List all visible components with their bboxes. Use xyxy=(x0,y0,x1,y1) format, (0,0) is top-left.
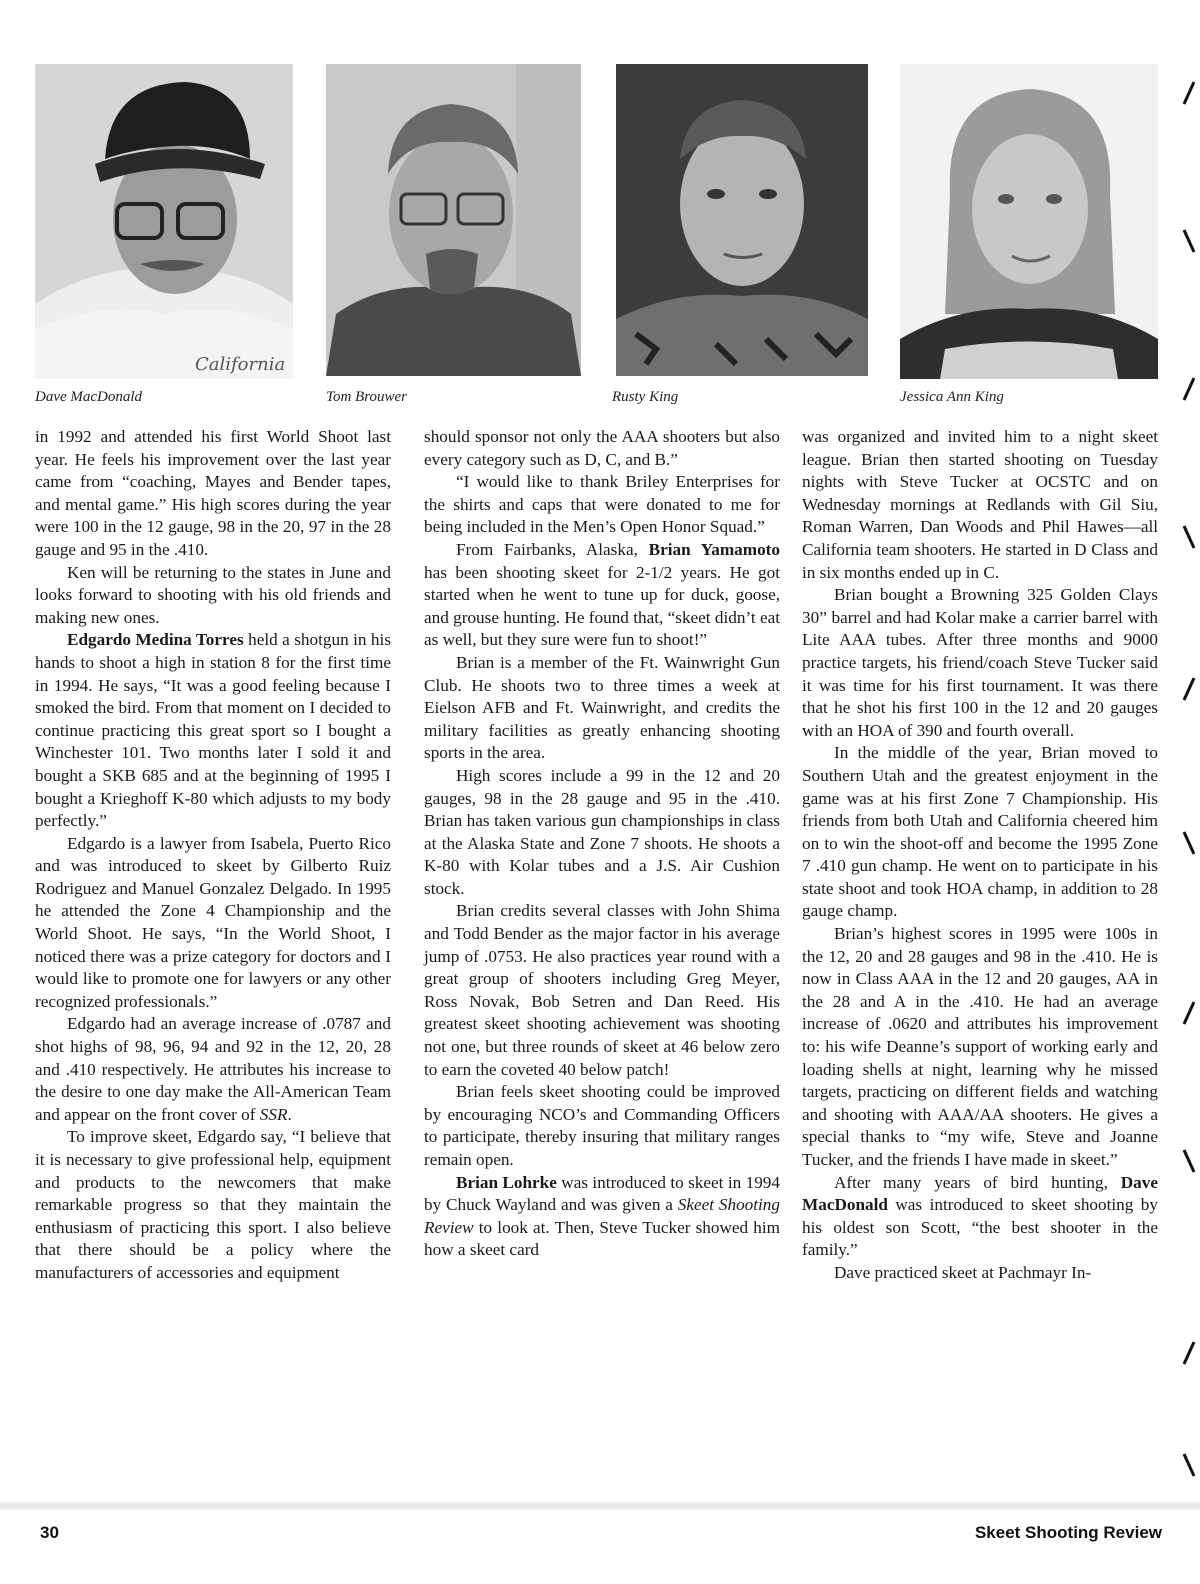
paragraph xyxy=(35,426,391,562)
photo-overlay-text: California xyxy=(195,354,286,375)
caption-jessica-ann-king: Jessica Ann King xyxy=(900,389,1004,405)
paragraph xyxy=(802,1172,1158,1262)
edge-mark xyxy=(1181,1000,1197,1026)
paragraph-text: In the middle of the year, Brian moved to Southern Utah and the greatest enjoyment in the game was at his first Zone 7 Championship. His friends from both Utah and California cheered him on to win the shoot-off and become the 1995 Zone 7 .410 gun champ. He went on to participate in his state shoot and took HOA champ, in addition to 28 gauge champ. xyxy=(802,743,1158,921)
paragraph-text: “I would like to thank Briley Enterprises for the shirts and caps that were donated to me for being included in the Men’s Open Honor Squad.” xyxy=(424,472,780,537)
paragraph-text: High scores include a 99 in the 12 and 20 gauges, 98 in the 28 gauge and 95 in the .410. Brian has taken various gun championships in class at the Alaska State and Zone 7 shoots. He shoots a K-80 with Kolar tubes and a J.S. Air Cushion stock. xyxy=(424,765,780,898)
paragraph xyxy=(802,584,1158,742)
paragraph-text: Brian credits several classes with John Shima and Todd Bender as the major factor in his average jump of .0753. He also practices year round with a great group of shooters including Greg Meyer, Ross Novak, Bob Setren and Dan Reed. His greatest skeet shooting achievement was shooting not one, but three rounds of skeet at 46 below zero to earn the coveted 40 below patch! xyxy=(424,901,780,1079)
edge-mark xyxy=(1181,524,1197,550)
paragraph-text: Dave practiced skeet at Pachmayr In- xyxy=(834,1262,1092,1282)
column-3 xyxy=(802,426,1158,1285)
paragraph xyxy=(424,765,780,901)
bold-name: Dave MacDonald xyxy=(802,1172,1158,1215)
paragraph xyxy=(35,629,391,832)
footer-rule xyxy=(0,1502,1200,1510)
paragraph-text: Brian bought a Browning 325 Golden Clays 30” barrel and had Kolar make a carrier barrel with Lite AAA tubes. After three months and 9000 practice targets, his friend/coach Steve Tucker said it was time for his first tournament. It was there that he shot his first 100 in the 12 and 20 gauges with an HOA of 390 and fourth overall. xyxy=(802,585,1158,740)
paragraph xyxy=(802,1262,1158,1285)
photo-tom-brouwer xyxy=(326,64,581,376)
edge-mark xyxy=(1181,1452,1197,1478)
edge-mark xyxy=(1181,228,1197,254)
paragraph xyxy=(802,426,1158,584)
edge-mark xyxy=(1181,830,1197,856)
paragraph xyxy=(802,923,1158,1172)
publication-title: Skeet Shooting Review xyxy=(974,1523,1162,1542)
paragraph-text: Brian is a member of the Ft. Wainwright Gun Club. He shoots two to three times a week at Eielson AFB and Ft. Wainwright, and credits the military facilities as greatly enhancing shooting sports in the area. xyxy=(424,652,780,763)
paragraph-text: should sponsor not only the AAA shooters but also every category such as D, C, and B.” xyxy=(424,427,780,469)
paragraph xyxy=(424,1081,780,1171)
column-1 xyxy=(35,426,391,1285)
paragraph xyxy=(424,900,780,1081)
paragraph-text: held a shotgun in his hands to shoot a high in station 8 for the first time in 1994. He says, “It was a good feeling because I smoked the bird. From that moment on I decided to continue practicing this great sport so I bought a Winchester 101. Two months later I sold it and bought a SKB 685 and at the beginning of 1995 I bought a Krieghoff K-80 which adjusts to my body perfectly.” xyxy=(35,630,391,831)
paragraph-text: to look at. Then, Steve Tucker showed him how a skeet card xyxy=(424,1217,780,1260)
edge-mark xyxy=(1181,1148,1197,1174)
paragraph-text: Edgardo is a lawyer from Isabela, Puerto Rico and was introduced to skeet by Gilberto Ruiz Rodriguez and Manuel Gonzalez Delgado. In 1995 he attended the Zone 4 Championship and the World Shoot. He says, “In the World Shoot, I noticed there was a prize category for doctors and I would like to promote one for lawyers or any other recognized professionals.” xyxy=(35,833,391,1011)
edge-mark xyxy=(1181,676,1197,702)
paragraph xyxy=(35,833,391,1014)
column-2 xyxy=(424,426,780,1262)
paragraph xyxy=(424,539,780,652)
edge-mark xyxy=(1181,1340,1197,1366)
paragraph-text: was introduced to skeet in 1994 by Chuck Wayland and was given a xyxy=(424,1172,780,1215)
paragraph-text: was organized and invited him to a night skeet league. Brian then started shooting on Tuesday nights with Steve Tucker at OCSTC and on Wednesday mornings at Redlands with Gil Siu, Roman Warren, Dan Woods and Phil Hawes—all California team shooters. He started in D Class and in six months ended up in C. xyxy=(802,427,1158,582)
bold-name: Brian Lohrke xyxy=(456,1172,557,1192)
paragraph-text: in 1992 and attended his first World Shoot last year. He feels his improvement over the last year came from “coaching, Mayes and Bender tapes, and mental game.” His high scores during the year were 100 in the 12 gauge, 98 in the 20, 97 in the 28 gauge and 95 in the .410. xyxy=(35,427,391,559)
page-number: 30 xyxy=(40,1523,59,1542)
paragraph-text: To improve skeet, Edgardo say, “I believe that it is necessary to give professional help, equipment and products to the newcomers that make remarkable progress so that they maintain the enthusiasm of practicing this sport. I also believe that there should be a policy where the manufacturers of accessories and equipment xyxy=(35,1127,391,1282)
italic-title: Skeet Shooting Review xyxy=(424,1195,780,1237)
paragraph xyxy=(424,471,780,539)
italic-title: SSR xyxy=(259,1104,288,1124)
paragraph xyxy=(35,1126,391,1284)
paragraph xyxy=(424,1172,780,1262)
paragraph-text: Edgardo had an average increase of .0787 and shot highs of 98, 96, 94 and 92 in the 12, 20, 28 and .410 respectively. He attributes his increase to the desire to one day make the All-American Team and appear on the front cover of xyxy=(35,1014,391,1124)
bold-name: Edgardo Medina Torres xyxy=(67,630,244,650)
paragraph-text: After many years of bird hunting, xyxy=(834,1172,1121,1192)
paragraph-text: Brian feels skeet shooting could be improved by encouraging NCO’s and Commanding Officers to participate, thereby insuring that military ranges remain open. xyxy=(424,1082,780,1169)
bold-name: Brian Yamamoto xyxy=(648,539,781,559)
edge-mark xyxy=(1181,80,1197,106)
paragraph xyxy=(802,742,1158,923)
caption-rusty-king: Rusty King xyxy=(612,389,679,405)
caption-tom-brouwer: Tom Brouwer xyxy=(326,389,407,405)
paragraph-text: was introduced to skeet shooting by his oldest son Scott, “the best shooter in the family.” xyxy=(802,1195,1158,1260)
paragraph-text: has been shooting skeet for 2-1/2 years. He got started when he went to tune up for duck, goose, and grouse hunting. He found that, “skeet didn’t eat as well, but they sure were fun to shoot!” xyxy=(424,562,780,650)
paragraph-text: Ken will be returning to the states in June and looks forward to shooting with his old friends and making new ones. xyxy=(35,562,391,627)
paragraph-text: From Fairbanks, Alaska, xyxy=(456,539,649,559)
edge-mark xyxy=(1181,376,1197,402)
paragraph xyxy=(424,426,780,471)
paragraph-text: Brian’s highest scores in 1995 were 100s in the 12, 20 and 28 gauges and 98 in the .410. He is now in Class AAA in the 12 and 20 gauges, AA in the 28 and A in the .410. He had an average increase of .0620 and attributes his improvement to: his wife Deanne’s support of working early and loading shells at night, learning why he missed targets, practicing on different fields and watching and shooting with AAA/AA shooters. He gives a special thanks to “my wife, Steve and Joanne Tucker, and the friends I have made in skeet.” xyxy=(802,924,1158,1169)
paragraph-text: . xyxy=(287,1104,292,1124)
photo-jessica-ann-king xyxy=(900,64,1158,379)
photo-dave-macdonald xyxy=(35,64,293,379)
paragraph xyxy=(35,562,391,630)
paragraph xyxy=(424,652,780,765)
caption-dave-macdonald: Dave MacDonald xyxy=(35,389,143,405)
paragraph xyxy=(35,1013,391,1126)
photo-rusty-king xyxy=(616,64,868,376)
